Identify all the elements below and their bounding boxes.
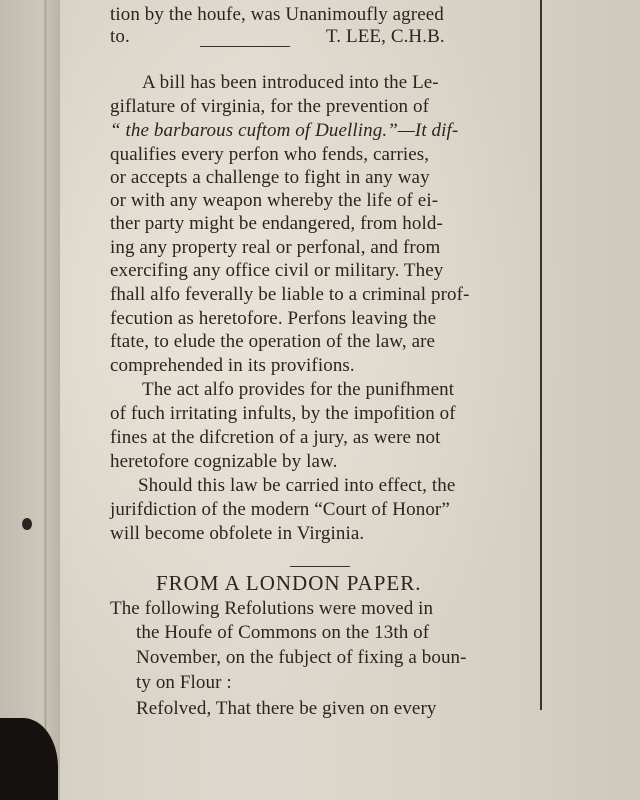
text-line: ftate, to elude the operation of the law, are	[110, 331, 436, 352]
section-heading: FROM A LONDON PAPER.	[156, 571, 422, 595]
text-line: November, on the fubject of fixing a boun-	[136, 647, 467, 668]
text-line: Should this law be carried into effect, the	[138, 475, 456, 496]
text-line: fhall alfo feverally be liable to a criminal prof-	[110, 284, 470, 305]
text-line: A bill has been introduced into the Le-	[142, 72, 439, 93]
text-line: ty on Flour :	[136, 672, 232, 693]
text-line: qualifies every perfon who fends, carries,	[110, 144, 430, 165]
text-line: giflature of virginia, for the prevention of	[110, 96, 430, 117]
text-line: exercifing any office civil or military. They	[110, 260, 444, 281]
text-line: or with any weapon whereby the life of ei-	[110, 190, 439, 211]
text-line: ing any property real or perfonal, and from	[110, 237, 441, 258]
signature-rule	[200, 46, 290, 47]
text-line: the Houfe of Commons on the 13th of	[136, 622, 430, 643]
text-line: Refolved, That there be given on every	[136, 698, 437, 719]
text-line: The act alfo provides for the punifhment	[142, 379, 455, 400]
signature: T. LEE, C.H.B.	[326, 26, 445, 47]
fold-line	[44, 0, 47, 800]
text-line: will become obfolete in Virginia.	[110, 523, 365, 544]
section-rule	[290, 566, 350, 567]
column-rule	[540, 0, 542, 710]
text-line: of fuch irritating infults, by the impofition of	[110, 403, 456, 424]
left-margin	[0, 0, 60, 800]
text-line: tion by the houfe, was Unanimoufly agreed	[110, 4, 444, 25]
text-line: fecution as heretofore. Perfons leaving the	[110, 308, 437, 329]
text-line: comprehended in its provifions.	[110, 355, 355, 376]
text-line: ther party might be endangered, from hold-	[110, 213, 443, 234]
text-line: “ the barbarous cuftom of Duelling.”—It dif-	[110, 120, 459, 141]
text-line: or accepts a challenge to fight in any way	[110, 167, 430, 188]
text-line: to.	[110, 26, 130, 47]
ink-dot	[22, 518, 32, 530]
text-line: heretofore cognizable by law.	[110, 451, 338, 472]
text-line: jurifdiction of the modern “Court of Honor”	[110, 499, 450, 520]
text-line: fines at the difcretion of a jury, as were not	[110, 427, 441, 448]
text-line: The following Refolutions were moved in	[110, 598, 434, 619]
